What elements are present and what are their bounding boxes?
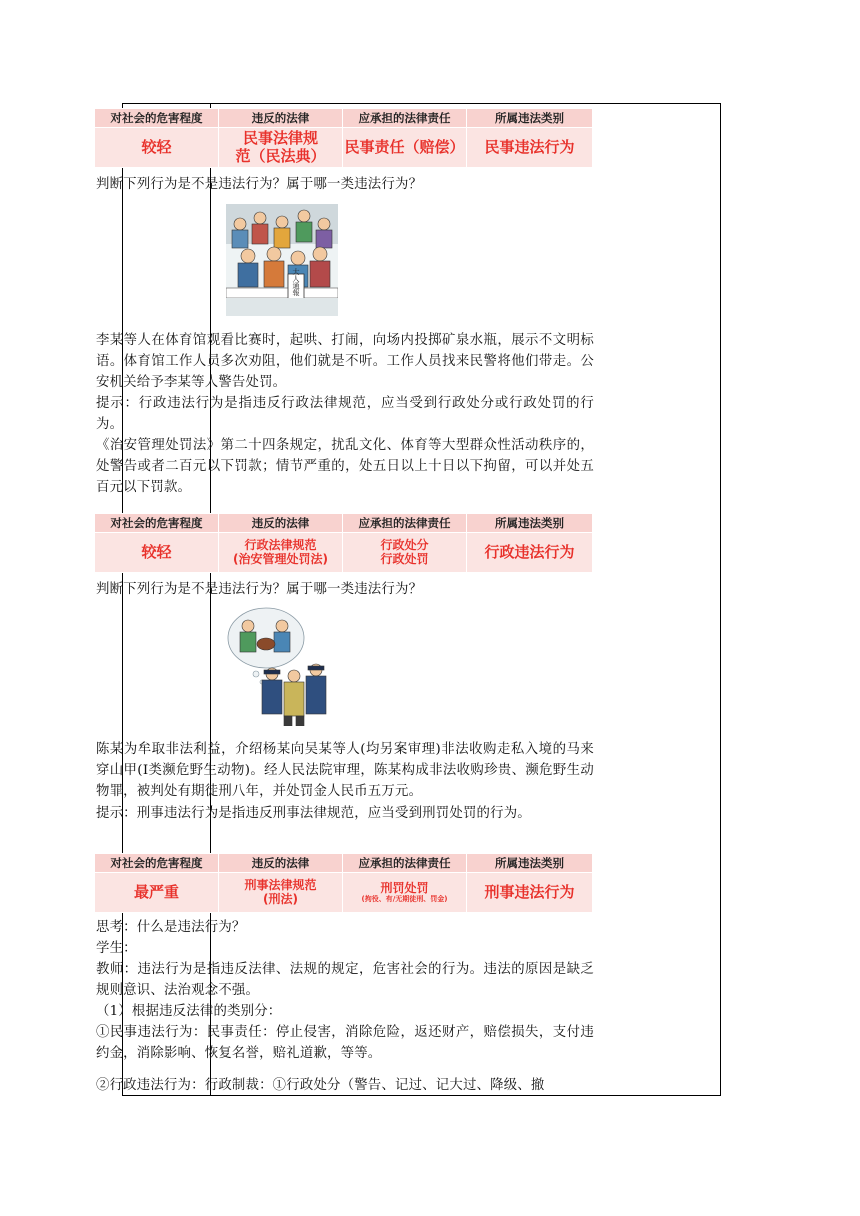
law-1-text: 《治安管理处罚法》第二十四条规定，扰乱文化、体育等大型群众性活动秩序的，处警告或者二百元以下罚款；情节严重的，处五日以上十日以下拘留，可以并处五百元以下罚款。 <box>96 438 594 495</box>
case-1-text: 李某等人在体育馆观看比赛时，起哄、打闹，向场内投掷矿泉水瓶，展示不文明标语。体育馆工作人员多次劝阻，他们就是不听。工作人员找来民警将他们带走。公安机关给予李某等人警告处罚。 <box>96 333 594 390</box>
table-header: 应承担的法律责任 <box>343 514 467 533</box>
student-line: 学生： <box>96 941 137 956</box>
law-table-criminal <box>94 853 593 913</box>
table-header: 所属违法类别 <box>467 109 593 128</box>
teacher-text: 教师：违法行为是指违反法律、法规的规定，危害社会的行为。违法的原因是缺乏规则意识、法治观念不强。 <box>96 962 594 998</box>
law-table-civil <box>94 108 593 168</box>
classify-heading: （1）根据违反法律的类别分： <box>96 1004 282 1019</box>
think-question: 思考：什么是违法行为？ <box>96 920 246 935</box>
harm-cell: 较轻 <box>95 128 219 168</box>
table-header: 对社会的危害程度 <box>95 514 219 533</box>
table-header: 对社会的危害程度 <box>95 854 219 873</box>
law-cell: 行政法律规范 (治安管理处罚法) <box>219 533 343 573</box>
category-cell: 民事违法行为 <box>467 128 593 168</box>
police-arrest-illustration <box>226 604 340 726</box>
table-header: 所属违法类别 <box>467 514 593 533</box>
civil-text: ①民事违法行为：民事责任：停止侵害，消除危险，返还财产，赔偿损失，支付违约金，消除影响、恢复名誉，赔礼道歉，等等。 <box>96 1025 594 1061</box>
category-cell: 行政违法行为 <box>467 533 593 573</box>
admin-text: ②行政违法行为：行政制裁：①行政处分（警告、记过、记大过、降级、撤 <box>96 1078 545 1093</box>
question-2: 判断下列行为是不是违法行为？属于哪一类违法行为？ <box>96 582 423 597</box>
question-1: 判断下列行为是不是违法行为？属于哪一类违法行为？ <box>96 177 423 192</box>
hint-2-text: 提示：刑事违法行为是指违反刑事法律规范，应当受到刑罚处罚的行为。 <box>96 806 531 821</box>
table-header: 所属违法类别 <box>467 854 593 873</box>
table-header: 应承担的法律责任 <box>343 109 467 128</box>
case-2-text: 陈某为牟取非法利益，介绍杨某向吴某等人(均另案审理)非法收购走私入境的马来穿山甲(Ⅰ类濒危野生动物)。经人民法院审理，陈某构成非法收购珍贵、濒危野生动物罪，被判处有期徒刑八年，并处罚金人民币五万元。 <box>96 742 594 799</box>
table-header: 违反的法律 <box>219 514 343 533</box>
law-cell: 刑事法律规范 (刑法) <box>219 873 343 913</box>
duty-cell: 刑罚处罚 (拘役、有/无期徒刑、罚金) <box>343 873 467 913</box>
law-table-admin <box>94 513 593 573</box>
table-header: 对社会的危害程度 <box>95 109 219 128</box>
table-header: 应承担的法律责任 <box>343 854 467 873</box>
harm-cell: 最严重 <box>95 873 219 913</box>
banner-text: 大人通報 <box>292 268 300 296</box>
harm-cell: 较轻 <box>95 533 219 573</box>
duty-cell: 行政处分 行政处罚 <box>343 533 467 573</box>
hint-1-text: 提示：行政违法行为是指违反行政法律规范，应当受到行政处分或行政处罚的行为。 <box>96 396 594 432</box>
table-header: 违反的法律 <box>219 854 343 873</box>
table-header: 违反的法律 <box>219 109 343 128</box>
law-cell: 民事法律规 范（民法典） <box>219 128 343 168</box>
duty-cell: 民事责任（赔偿） <box>343 128 467 168</box>
stadium-crowd-illustration <box>226 204 338 316</box>
category-cell: 刑事违法行为 <box>467 873 593 913</box>
